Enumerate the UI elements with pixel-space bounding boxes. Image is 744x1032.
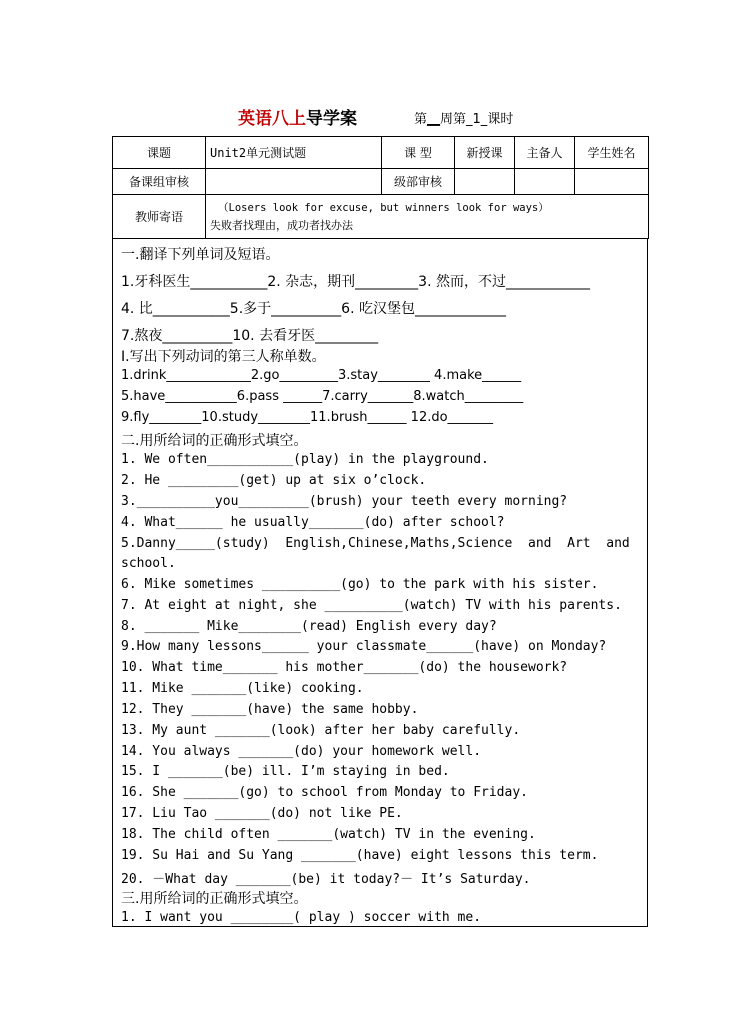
list-item: 1.drink_____________2.go_________3.stay________ 4.make______ (121, 368, 522, 383)
list-item: 14. You always _______(do) your homework well. (121, 744, 482, 759)
type-label: 课 型 (382, 137, 455, 169)
list-item: 6. Mike sometimes __________(go) to the park with his sister. (121, 577, 599, 592)
section-heading: Ⅰ.写出下列动词的第三人称单数。 (121, 349, 326, 365)
topic-label: 课题 (113, 137, 206, 169)
student-name-label: 学生姓名 (575, 137, 649, 169)
header-row-review (113, 169, 649, 195)
list-item: 20. －What day _______(be) it today?－ It’s Saturday. (121, 872, 531, 887)
list-item: 7.熬夜__________10. 去看牙医_________ (121, 328, 379, 344)
empty-cell (515, 169, 575, 195)
list-item: 13. My aunt _______(look) after her baby carefully. (121, 723, 521, 738)
message-english: （Losers look for excuse, but winners look for ways） (218, 202, 549, 214)
list-item: 5.have___________6.pass ______7.carry_______8.watch_________ (121, 389, 524, 404)
list-item: 9.fly________10.study________11.brush______ 12.do_______ (121, 410, 494, 425)
list-item: school. (121, 556, 176, 571)
empty-cell (575, 169, 649, 195)
page-header (0, 104, 744, 130)
lesson-header-table (112, 136, 649, 239)
list-item: 11. Mike _______(like) cooking. (121, 681, 364, 696)
section-heading: 二.用所给词的正确形式填空。 (121, 433, 308, 449)
list-item: 16. She _______(go) to school from Monday to Friday. (121, 785, 528, 800)
grade-review-label: 级部审核 (382, 169, 455, 195)
list-item: 10. What time_______ his mother_______(do) the housework? (121, 660, 568, 675)
list-item: 9.How many lessons______ your classmate______(have) on Monday? (121, 639, 607, 654)
list-item: 15. I _______(be) ill. I’m staying in bed. (121, 764, 450, 779)
header-row-topic (113, 137, 649, 169)
list-item: 5.Danny_____(study) English,Chinese,Maths,Science and Art and (121, 536, 630, 551)
review-value (206, 169, 382, 195)
list-item: 7. At eight at night, she __________(watch) TV with his parents. (121, 598, 622, 613)
week-blank: __ (427, 112, 441, 127)
list-item: 1. We often___________(play) in the playground. (121, 452, 489, 467)
topic-value: Unit2单元测试题 (206, 137, 382, 169)
list-item: 19. Su Hai and Su Yang _______(have) eight lessons this term. (121, 848, 599, 863)
list-item: 3.__________you_________(brush) your teeth every morning? (121, 494, 568, 509)
type-value: 新授课 (455, 137, 515, 169)
list-item: 1. I want you ________( play ) soccer with me. (121, 910, 482, 925)
list-item: 17. Liu Tao _______(do) not like PE. (121, 806, 403, 821)
message-label: 教师寄语 (113, 195, 206, 239)
section-heading: 三.用所给词的正确形式填空。 (121, 891, 308, 907)
message-chinese: 失败者找理由，成功者找办法 (210, 219, 353, 232)
list-item: 12. They _______(have) the same hobby. (121, 702, 419, 717)
header-row-message (113, 195, 649, 239)
review-label: 备课组审核 (113, 169, 206, 195)
lesson-info: 第__周第_1_课时 (414, 112, 514, 127)
section-heading: 一.翻译下列单词及短语。 (121, 247, 280, 263)
list-item: 18. The child often _______(watch) TV in the evening. (121, 827, 536, 842)
list-item: 2. He _________(get) up at six o’clock. (121, 473, 427, 488)
lead-label: 主备人 (515, 137, 575, 169)
teacher-message (206, 195, 649, 239)
list-item: 8. _______ Mike________(read) English every day? (121, 619, 497, 634)
list-item: 4. What______ he usually_______(do) after school? (121, 515, 505, 530)
page-title: 英语八上导学案 (238, 109, 357, 129)
list-item: 1.牙科医生___________2. 杂志，期刊_________3. 然而，不过____________ (121, 274, 590, 290)
exercise-body (112, 238, 648, 927)
list-item: 4. 比___________5.多于__________6. 吃汉堡包_____________ (121, 301, 506, 317)
grade-review-value (455, 169, 515, 195)
lesson-number: _1_ (466, 112, 488, 127)
